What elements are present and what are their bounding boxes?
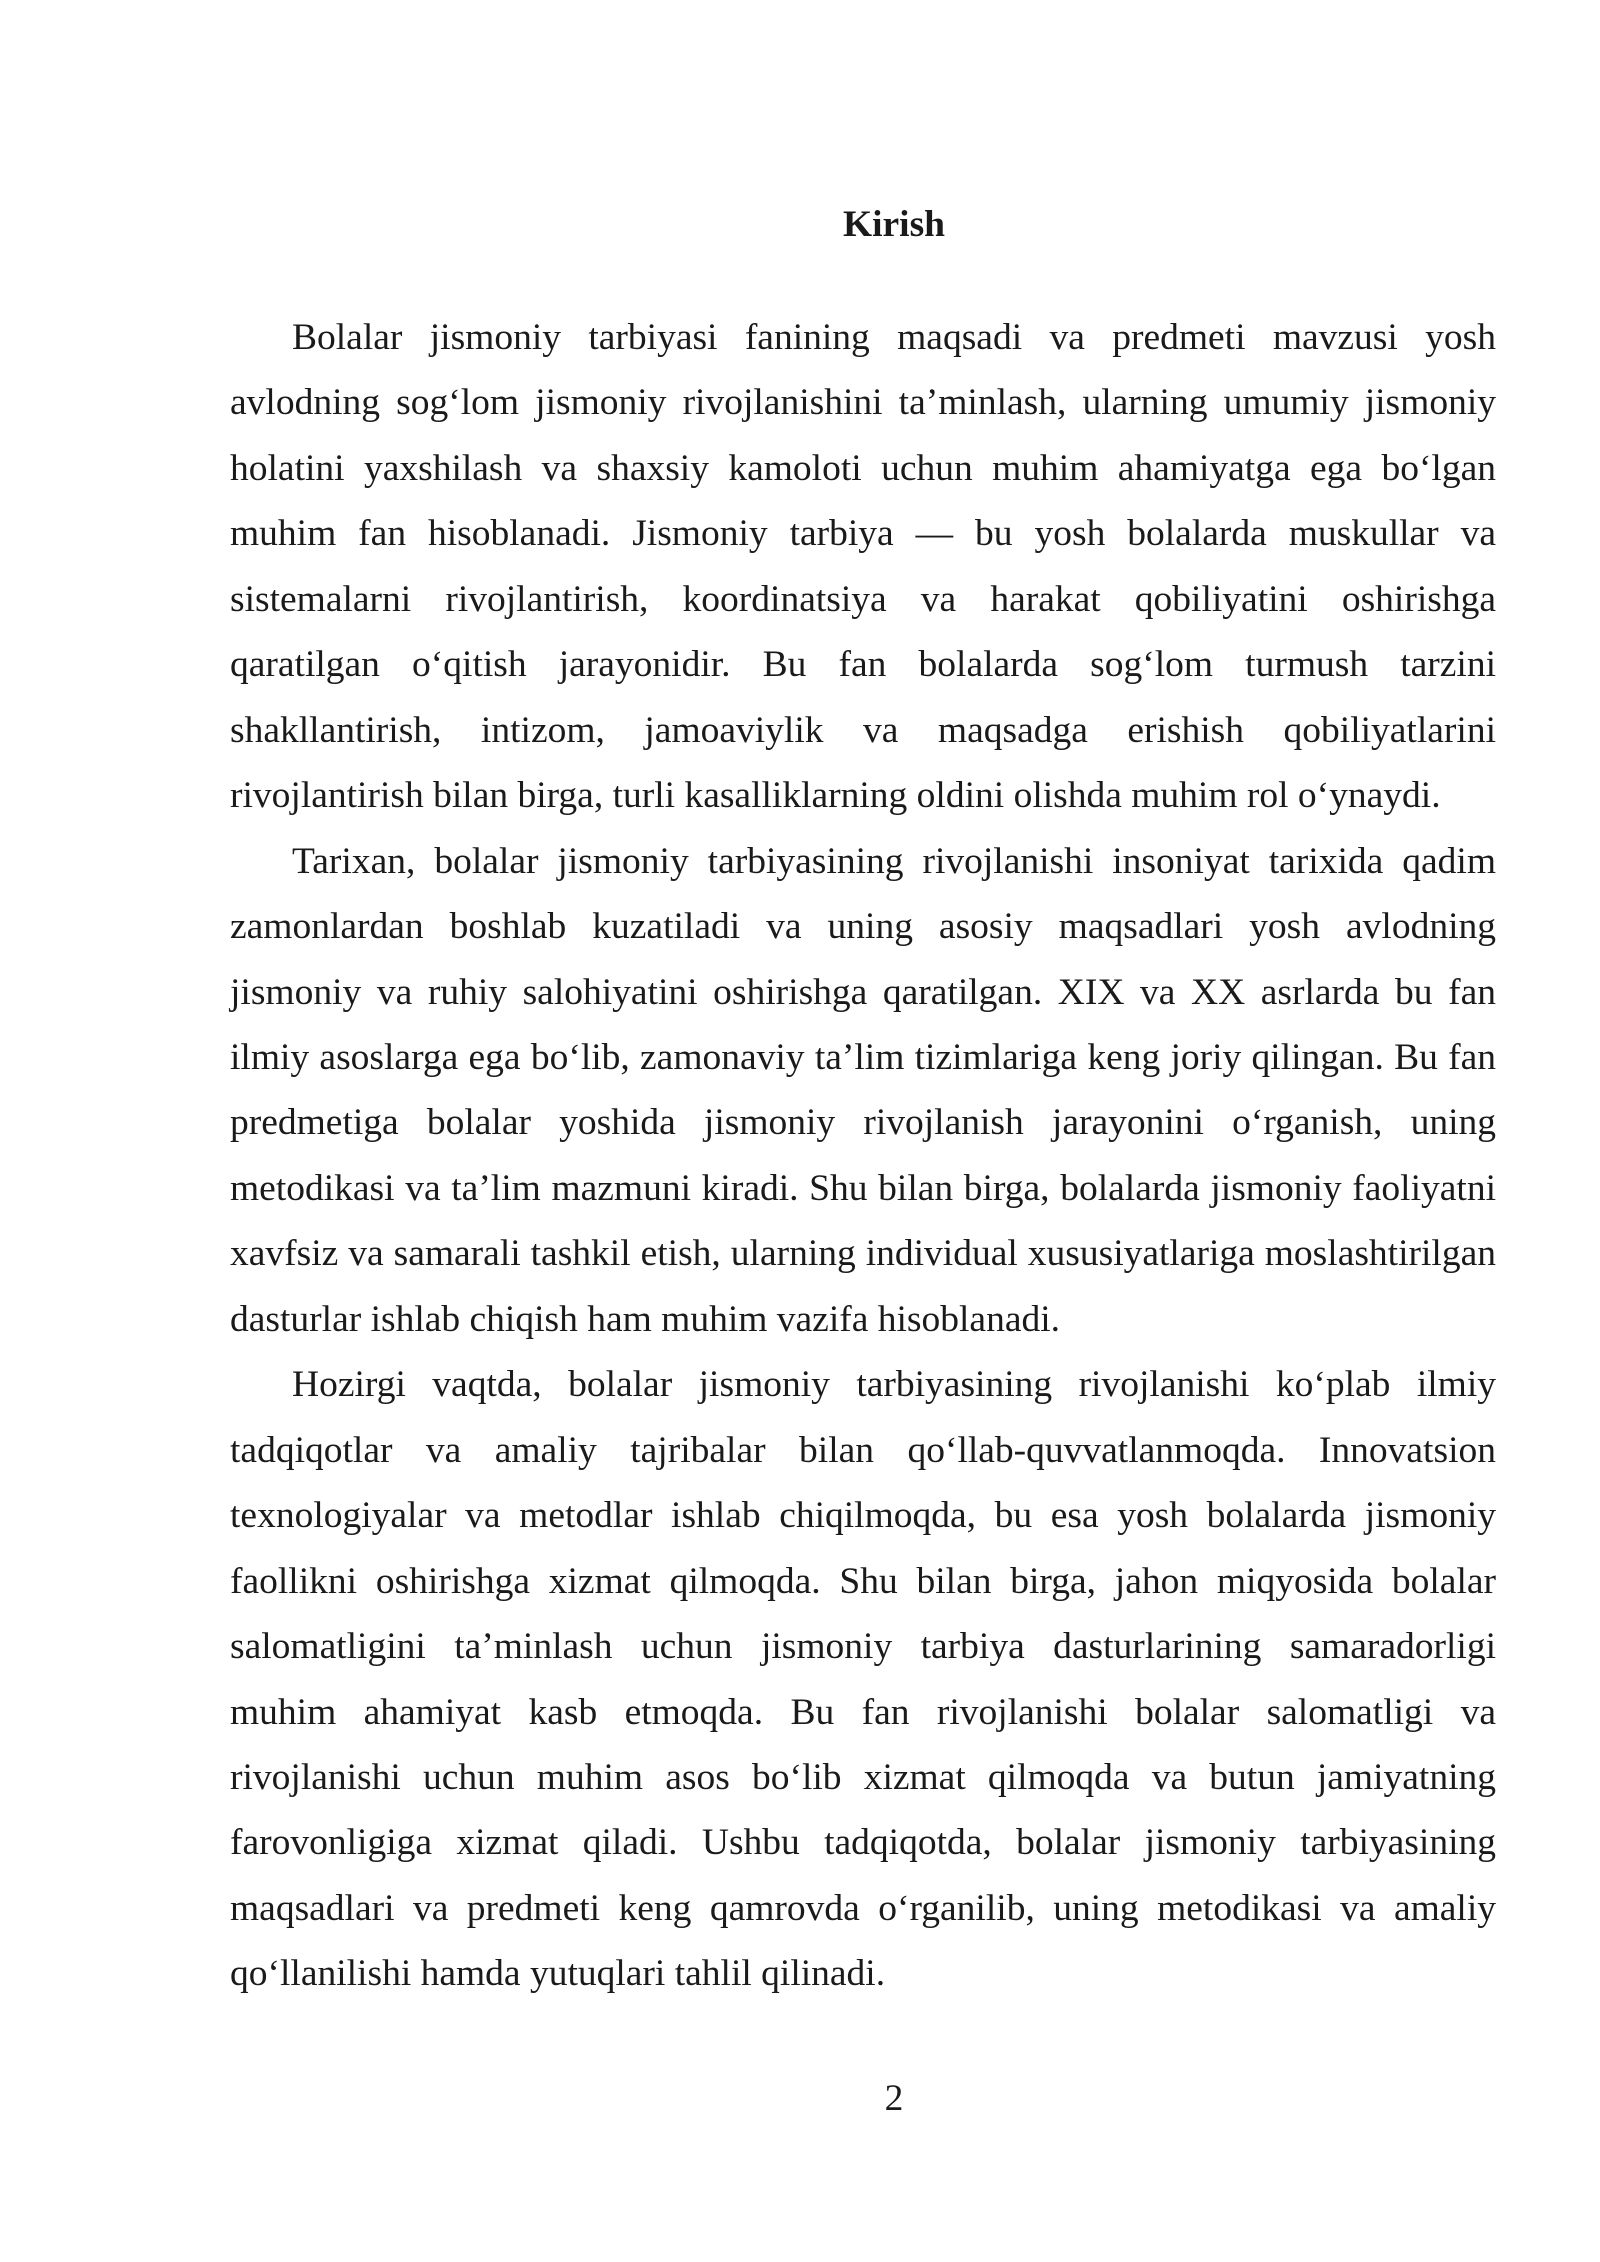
paragraph: Bolalar jismoniy tarbiyasi fanining maqsadi va predmeti mavzusi yosh avlodning sog‘lom jismoniy rivojlanishini ta’minlash, ularning umumiy jismoniy holatini yaxshilash va shaxsiy kamoloti uchun muhim ahamiyatga ega bo‘lgan muhim fan hisoblanadi. Jismoniy tarbiya — bu yosh bolalarda muskullar va sistemalarni rivojlantirish, koordinatsiya va harakat qobiliyatini oshirishga qaratilgan o‘qitish jarayonidir. Bu fan bolalarda sog‘lom turmush tarzini shakllantirish, intizom, jamoaviylik va maqsadga erishish qobiliyatlarini rivojlantirish bilan birga, turli kasalliklarning oldini olishda muhim rol o‘ynaydi. <box>230 317 1496 817</box>
paragraph: Tarixan, bolalar jismoniy tarbiyasining rivojlanishi insoniyat tarixida qadim zamonlardan boshlab kuzatiladi va uning asosiy maqsadlari yosh avlodning jismoniy va ruhiy salohiyatini oshirishga qaratilgan. XIX va XX asrlarda bu fan ilmiy asoslarga ega bo‘lib, zamonaviy ta’lim tizimlariga keng joriy qilingan. Bu fan predmetiga bolalar yoshida jismoniy rivojlanish jarayonini o‘rganish, uning metodikasi va ta’lim mazmuni kiradi. Shu bilan birga, bolalarda jismoniy faoliyatni xavfsiz va samarali tashkil etish, ularning individual xususiyatlariga moslashtirilgan dasturlar ishlab chiqish ham muhim vazifa hisoblanadi. <box>230 840 1496 1340</box>
page-title: Kirish <box>842 204 946 245</box>
document-body <box>230 305 1496 2007</box>
paragraph: Hozirgi vaqtda, bolalar jismoniy tarbiyasining rivojlanishi ko‘plab ilmiy tadqiqotlar va amaliy tajribalar bilan qo‘llab-quvvatlanmoqda. Innovatsion texnologiyalar va metodlar ishlab chiqilmoqda, bu esa yosh bolalarda jismoniy faollikni oshirishga xizmat qilmoqda. Shu bilan birga, jahon miqyosida bolalar salomatligini ta’minlash uchun jismoniy tarbiya dasturlarining samaradorligi muhim ahamiyat kasb etmoqda. Bu fan rivojlanishi bolalar salomatligi va rivojlanishi uchun muhim asos bo‘lib xizmat qilmoqda va butun jamiyatning farovonligiga xizmat qiladi. Ushbu tadqiqotda, bolalar jismoniy tarbiyasining maqsadlari va predmeti keng qamrovda o‘rganilib, uning metodikasi va amaliy qo‘llanilishi hamda yutuqlari tahlil qilinadi. <box>230 1364 1496 1995</box>
page-number: 2 <box>884 2078 904 2119</box>
